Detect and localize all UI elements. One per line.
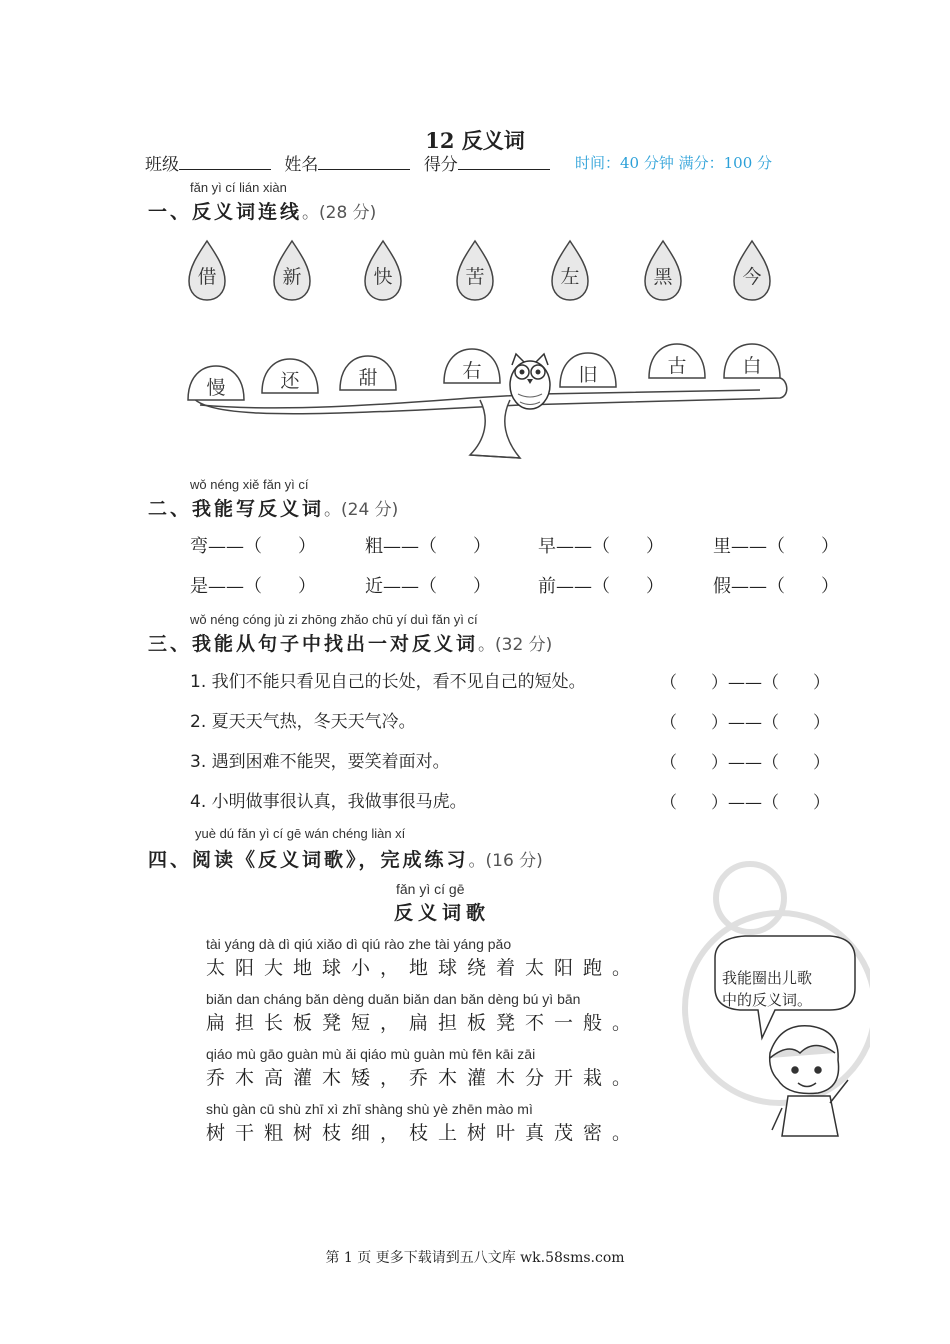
antonym-blank[interactable]: 弯——（ ）: [190, 536, 316, 557]
svg-text:今: 今: [742, 266, 762, 288]
svg-text:旧: 旧: [578, 364, 598, 386]
antonym-blank[interactable]: 近——（ ）: [365, 576, 491, 597]
leaf-word[interactable]: [274, 241, 310, 300]
section4-heading: 四、阅读《反义词歌》，完成练习。(16 分): [148, 849, 543, 871]
name-blank[interactable]: [318, 155, 410, 170]
sentence-item: 1. 我们不能只看见自己的长处，看不见自己的短处。: [190, 672, 586, 692]
leaf-word[interactable]: [645, 241, 681, 300]
class-blank[interactable]: [179, 155, 271, 170]
owl-icon: [510, 354, 550, 409]
antonym-blank[interactable]: 前——（ ）: [538, 576, 664, 597]
class-label: 班级: [145, 155, 179, 175]
poem-line-pinyin: qiáo mù gāo guàn mù ǎi qiáo mù guàn mù fēn kāi zāi: [206, 1046, 536, 1062]
score-blank[interactable]: [458, 155, 550, 170]
leaf-word[interactable]: [552, 241, 588, 300]
answer-slot[interactable]: （ ）——（ ）: [660, 793, 830, 813]
antonym-blank[interactable]: 里——（ ）: [713, 536, 839, 557]
time-info: 时间：40 分钟 满分：100 分: [575, 154, 773, 172]
branch-word[interactable]: [560, 353, 616, 387]
branch-word[interactable]: [649, 344, 705, 378]
leaf-row: [189, 241, 770, 300]
score-label: 得分: [423, 155, 458, 175]
section3-pinyin: wǒ néng cóng jù zi zhōng zhǎo chū yí duì fǎn yì cí: [190, 612, 478, 627]
name-label: 姓名: [284, 155, 319, 175]
svg-text:快: 快: [373, 266, 393, 288]
poem-line: 树干粗树枝细，枝上树叶真茂密。: [206, 1122, 642, 1144]
section1-heading: 一、反义词连线。(28 分): [148, 201, 377, 223]
poem-line: 乔木高灌木矮，乔木灌木分开栽。: [206, 1067, 642, 1089]
svg-text:古: 古: [667, 355, 687, 377]
svg-text:左: 左: [560, 266, 580, 288]
sentence-item: 2. 夏天天气热，冬天天气冷。: [190, 712, 416, 732]
poem-line-pinyin: shù gàn cū shù zhī xì zhī shàng shù yè zhēn mào mì: [206, 1101, 533, 1117]
section1-pinyin: fǎn yì cí lián xiàn: [190, 180, 287, 195]
matching-tree-illustration: [0, 235, 950, 465]
svg-text:黑: 黑: [653, 266, 673, 288]
poem-line: 扁担长板凳短，扁担板凳不一般。: [206, 1012, 642, 1034]
svg-text:白: 白: [742, 355, 762, 377]
branch-word[interactable]: [444, 349, 500, 383]
answer-slot[interactable]: （ ）——（ ）: [660, 713, 830, 733]
answer-slot[interactable]: （ ）——（ ）: [660, 753, 830, 773]
branch-word[interactable]: [188, 366, 244, 400]
antonym-blank[interactable]: 早——（ ）: [538, 536, 664, 557]
section3-heading: 三、我能从句子中找出一对反义词。(32 分): [148, 633, 553, 655]
branch-word[interactable]: [340, 356, 396, 390]
student-info-line: [145, 150, 558, 175]
sentence-item: 4. 小明做事很认真，我做事很马虎。: [190, 792, 467, 812]
svg-text:甜: 甜: [358, 367, 378, 389]
speech-bubble-text: 我能圈出儿歌 中的反义词。: [722, 969, 813, 1009]
svg-text:借: 借: [197, 266, 217, 288]
poem-line: 太阳大地球小，地球绕着太阳跑。: [206, 957, 642, 979]
answer-slot[interactable]: （ ）——（ ）: [660, 673, 830, 693]
svg-text:慢: 慢: [206, 377, 226, 399]
svg-text:右: 右: [462, 360, 482, 382]
leaf-word[interactable]: [457, 241, 493, 300]
boy-figure: [770, 1026, 848, 1136]
leaf-word[interactable]: [189, 241, 225, 300]
poem-line-pinyin: biǎn dan cháng bǎn dèng duǎn biǎn dan bǎn dèng bú yì bān: [206, 991, 581, 1007]
svg-text:还: 还: [280, 370, 300, 392]
antonym-blank[interactable]: 粗——（ ）: [365, 536, 491, 557]
sentence-item: 3. 遇到困难不能哭，要笑着面对。: [190, 752, 450, 772]
leaf-word[interactable]: [734, 241, 770, 300]
svg-text:苦: 苦: [465, 266, 485, 288]
antonym-blank[interactable]: 是——（ ）: [190, 576, 316, 597]
page-title: 12 反义词: [425, 128, 525, 153]
section2-pinyin: wǒ néng xiě fǎn yì cí: [190, 477, 309, 492]
poem-line-pinyin: tài yáng dà dì qiú xiǎo dì qiú rào zhe tài yáng pǎo: [206, 936, 512, 952]
leaf-word[interactable]: [365, 241, 401, 300]
page-footer: 第 1 页 更多下载请到五八文库 wk.58sms.com: [325, 1250, 625, 1266]
branch-word[interactable]: [724, 344, 780, 378]
section4-pinyin: yuè dú fǎn yì cí gē wán chéng liàn xí: [195, 826, 406, 841]
section2-heading: 二、我能写反义词。(24 分): [148, 498, 399, 520]
branch-word[interactable]: [262, 359, 318, 393]
poem-title-pinyin: fǎn yì cí gē: [396, 881, 465, 897]
svg-text:新: 新: [282, 266, 302, 288]
antonym-blank[interactable]: 假——（ ）: [713, 576, 839, 597]
poem-title: 反义词歌: [394, 902, 491, 924]
